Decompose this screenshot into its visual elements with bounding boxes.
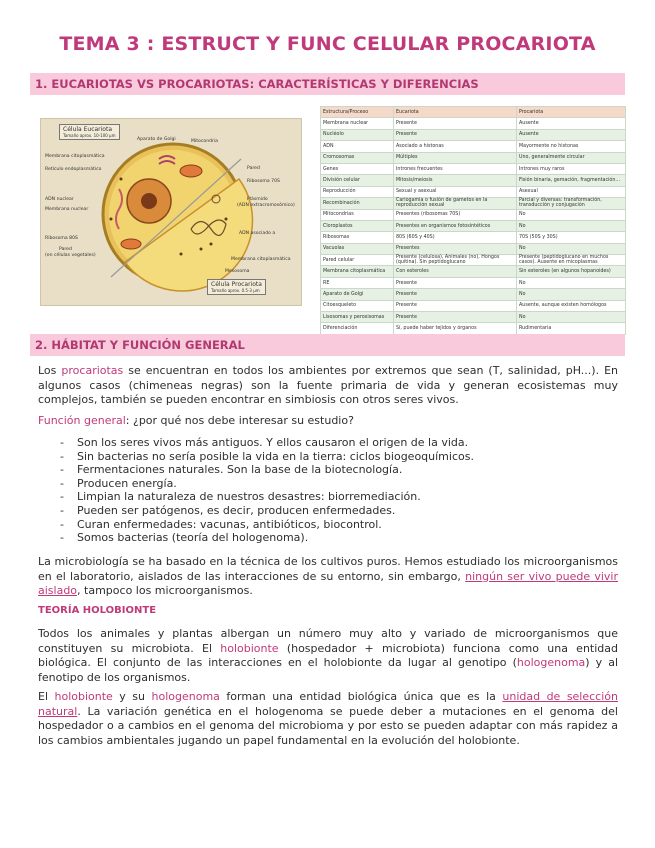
table-cell: Genes xyxy=(321,163,394,174)
table-cell: Citoesqueleto xyxy=(321,300,394,311)
table-cell: Vacuolas xyxy=(321,243,394,254)
highlight-term: Función general xyxy=(38,414,126,427)
table-cell: Cariogamia o fusión de gametos en la reproducción sexual xyxy=(394,198,517,209)
table-cell: Sexual y asexual xyxy=(394,186,517,197)
table-cell: Mayormente no histonas xyxy=(517,141,626,152)
label-plasmid-sub: (ADN extracromosómico) xyxy=(237,203,295,208)
table-cell: Cromosomas xyxy=(321,152,394,163)
table-row xyxy=(321,129,626,140)
table-row xyxy=(321,312,626,323)
list-item: - Curan enfermedades: vacunas, antibióticos, biocontrol. xyxy=(60,518,620,532)
table-cell: Presente xyxy=(394,129,517,140)
list-item: - Fermentaciones naturales. Son la base de la biotecnología. xyxy=(60,463,620,477)
table-cell: Intrones frecuentes xyxy=(394,163,517,174)
table-header: Eucariota xyxy=(394,107,517,118)
table-cell: Presente (peptidoglucano en muchos casos). Ausente en micoplasmas xyxy=(517,255,626,266)
table-cell: Presentes xyxy=(394,243,517,254)
label-plasmid: Plásmido xyxy=(247,197,268,202)
table-row xyxy=(321,163,626,174)
table-cell: Reproducción xyxy=(321,186,394,197)
table-row xyxy=(321,141,626,152)
table-cell: Presentes (ribosomas 70S) xyxy=(394,209,517,220)
table-row xyxy=(321,175,626,186)
table-row xyxy=(321,186,626,197)
label-ribosome-70s: Ribosoma 70S xyxy=(247,179,280,184)
table-cell: Uno, generalmente circular xyxy=(517,152,626,163)
table-cell: 80S (60S y 40S) xyxy=(394,232,517,243)
table-cell: Parcial y diversas: transformación, transducción y conjugación xyxy=(517,198,626,209)
table-cell: Lisosomas y peroxisomas xyxy=(321,312,394,323)
table-cell: ADN xyxy=(321,141,394,152)
table-cell: Presentes en organismos fotosintéticos xyxy=(394,220,517,231)
table-cell: Ausente xyxy=(517,118,626,129)
table-cell: No xyxy=(517,312,626,323)
table-cell: Múltiples xyxy=(394,152,517,163)
list-item: - Sin bacterias no sería posible la vida en la tierra: ciclos biogeoquímicos. xyxy=(60,450,620,464)
label-dna-assoc: ADN asociado a xyxy=(239,231,276,236)
comparison-table xyxy=(320,106,626,335)
highlight-term: holobionte xyxy=(54,690,113,703)
table-cell: No xyxy=(517,209,626,220)
table-row xyxy=(321,232,626,243)
paragraph-function: Función general: ¿por qué nos debe interesar su estudio? xyxy=(38,414,354,427)
table-row xyxy=(321,198,626,209)
table-header-row xyxy=(321,107,626,118)
table-cell: Presente xyxy=(394,289,517,300)
table-cell: Presente (celulosa), Animales (no), Hongos (quitina). Sin peptidoglucano xyxy=(394,255,517,266)
table-row xyxy=(321,277,626,288)
table-cell: Rudimentaria xyxy=(517,323,626,334)
table-cell: Cloroplastos xyxy=(321,220,394,231)
table-cell: No xyxy=(517,243,626,254)
paragraph-habitat: Los procariotas se encuentran en todos los ambientes por extremos que sean (T, salinidad, pH...). En algunos casos (chimeneas negras) son la fuente primaria de vida y generan ecosistemas muy complejos, también se pueden encontrar en simbiosis con otros seres vivos. xyxy=(38,364,618,406)
table-row xyxy=(321,300,626,311)
label-mesosome: Mesosoma xyxy=(225,269,250,274)
function-list xyxy=(60,436,620,545)
table-row xyxy=(321,255,626,266)
label-ribosome-80s: Ribosoma 80S xyxy=(45,236,78,241)
table-cell: Fisión binaria, gemación, fragmentación... xyxy=(517,175,626,186)
table-header: Procariota xyxy=(517,107,626,118)
label-wall: Pared xyxy=(247,166,260,171)
label-er: Retículo endoplasmático xyxy=(45,167,102,172)
paragraph-hologenoma: El holobionte y su hologenoma forman una entidad biológica única que es la unidad de selección natural. La variación genética en el hologenoma se puede deber a mutaciones en el genoma del hospedador o a cambios en el genoma del microbioma y por esto se pueden adaptar con más rapidez a los cambios ambientales jugando un papel fundamental en la evolución del holobionte. xyxy=(38,690,618,747)
table-row xyxy=(321,323,626,334)
label-golgi: Aparato de Golgi xyxy=(137,137,176,142)
label-membrane-prok: Membrana citoplasmática xyxy=(231,257,291,262)
table-cell: División celular xyxy=(321,175,394,186)
section-heading-1: 1. EUCARIOTAS VS PROCARIOTAS: CARACTERÍSTICAS Y DIFERENCIAS xyxy=(30,73,625,95)
table-cell: Pared celular xyxy=(321,255,394,266)
cell-diagram xyxy=(40,118,302,306)
table-cell: Intrones muy raros xyxy=(517,163,626,174)
section-heading-2: 2. HÁBITAT Y FUNCIÓN GENERAL xyxy=(30,334,625,356)
table-cell: Ausente, aunque existen homólogos xyxy=(517,300,626,311)
label-dna-nuclear: ADN nuclear xyxy=(45,197,74,202)
table-cell: Presente xyxy=(394,300,517,311)
list-item: - Somos bacterias (teoría del hologenoma). xyxy=(60,531,620,545)
label-membrane-euk: Membrana citoplasmática xyxy=(45,154,105,159)
table-row xyxy=(321,118,626,129)
table-cell: RE xyxy=(321,277,394,288)
table-row xyxy=(321,266,626,277)
table-row xyxy=(321,289,626,300)
table-cell: 70S (50S y 30S) xyxy=(517,232,626,243)
list-item: - Pueden ser patógenos, es decir, producen enfermedades. xyxy=(60,504,620,518)
table-header: Estructura/Proceso xyxy=(321,107,394,118)
table-cell: Mitocondrias xyxy=(321,209,394,220)
highlight-term: hologenoma xyxy=(151,690,220,703)
table-row xyxy=(321,220,626,231)
table-cell: No xyxy=(517,277,626,288)
table-row xyxy=(321,243,626,254)
paragraph-microbiology: La microbiología se ha basado en la técnica de los cultivos puros. Hemos estudiado los microorganismos en el laboratorio, aislados de las interacciones de su entorno, sin embargo, ningún ser vivo puede vivir aislado, tampoco los microorganismos. xyxy=(38,555,618,597)
label-wall-plant-sub: (en células vegetales) xyxy=(45,253,96,258)
table-cell: Nucléolo xyxy=(321,129,394,140)
highlight-term: unidad de selección natural xyxy=(38,690,618,718)
table-cell: Presente xyxy=(394,277,517,288)
table-cell: Sí, puede haber tejidos y órganos xyxy=(394,323,517,334)
list-item: - Son los seres vivos más antiguos. Y ellos causaron el origen de la vida. xyxy=(60,436,620,450)
table-cell: No xyxy=(517,220,626,231)
table-cell: Membrana nuclear xyxy=(321,118,394,129)
page-title: TEMA 3 : ESTRUCT Y FUNC CELULAR PROCARIOTA xyxy=(59,33,596,55)
label-mitochondria: Mitocondria xyxy=(191,139,218,144)
paragraph-holobionte: Todos los animales y plantas albergan un número muy alto y variado de microorganismos que constituyen su microbiota. El holobionte (hospedador + microbiota) funciona como una entidad biológica. El conjunto de las interacciones en el holobionte da lugar al genotipo (hologenoma) y al fenotipo de los organismos. xyxy=(38,627,619,684)
prokaryote-label: Célula Procariota Tamaño aprox. 0.5-3 µm xyxy=(207,279,266,295)
highlight-term: holobionte xyxy=(220,641,279,655)
highlight-term: procariotas xyxy=(61,364,124,377)
table-row xyxy=(321,209,626,220)
label-nuclear-membrane: Membrana nuclear xyxy=(45,207,89,212)
table-cell: No xyxy=(517,289,626,300)
list-item: - Limpian la naturaleza de nuestros desastres: biorremediación. xyxy=(60,490,620,504)
table-cell: Asexual xyxy=(517,186,626,197)
table-cell: Diferenciación xyxy=(321,323,394,334)
table-cell: Sin esteroles (en algunos hopanoides) xyxy=(517,266,626,277)
table-cell: Asociado a histonas xyxy=(394,141,517,152)
table-cell: Con esteroles xyxy=(394,266,517,277)
list-item: - Producen energía. xyxy=(60,477,620,491)
table-cell: Presente xyxy=(394,118,517,129)
label-wall-plant: Pared xyxy=(59,247,72,252)
eukaryote-label: Célula Eucariota Tamaño aprox. 10-100 µm xyxy=(59,124,120,140)
table-cell: Mitosis/meiosis xyxy=(394,175,517,186)
table-cell: Aparato de Golgi xyxy=(321,289,394,300)
table-cell: Ribosomas xyxy=(321,232,394,243)
table-cell: Ausente xyxy=(517,129,626,140)
highlight-term: ningún ser vivo puede vivir aislado xyxy=(38,569,618,597)
table-cell: Recombinación xyxy=(321,198,394,209)
subheading-holobionte: TEORÍA HOLOBIONTE xyxy=(38,605,157,616)
table-cell: Membrana citoplasmática xyxy=(321,266,394,277)
table-cell: Presente xyxy=(394,312,517,323)
highlight-term: hologenoma xyxy=(516,656,586,669)
table-row xyxy=(321,152,626,163)
